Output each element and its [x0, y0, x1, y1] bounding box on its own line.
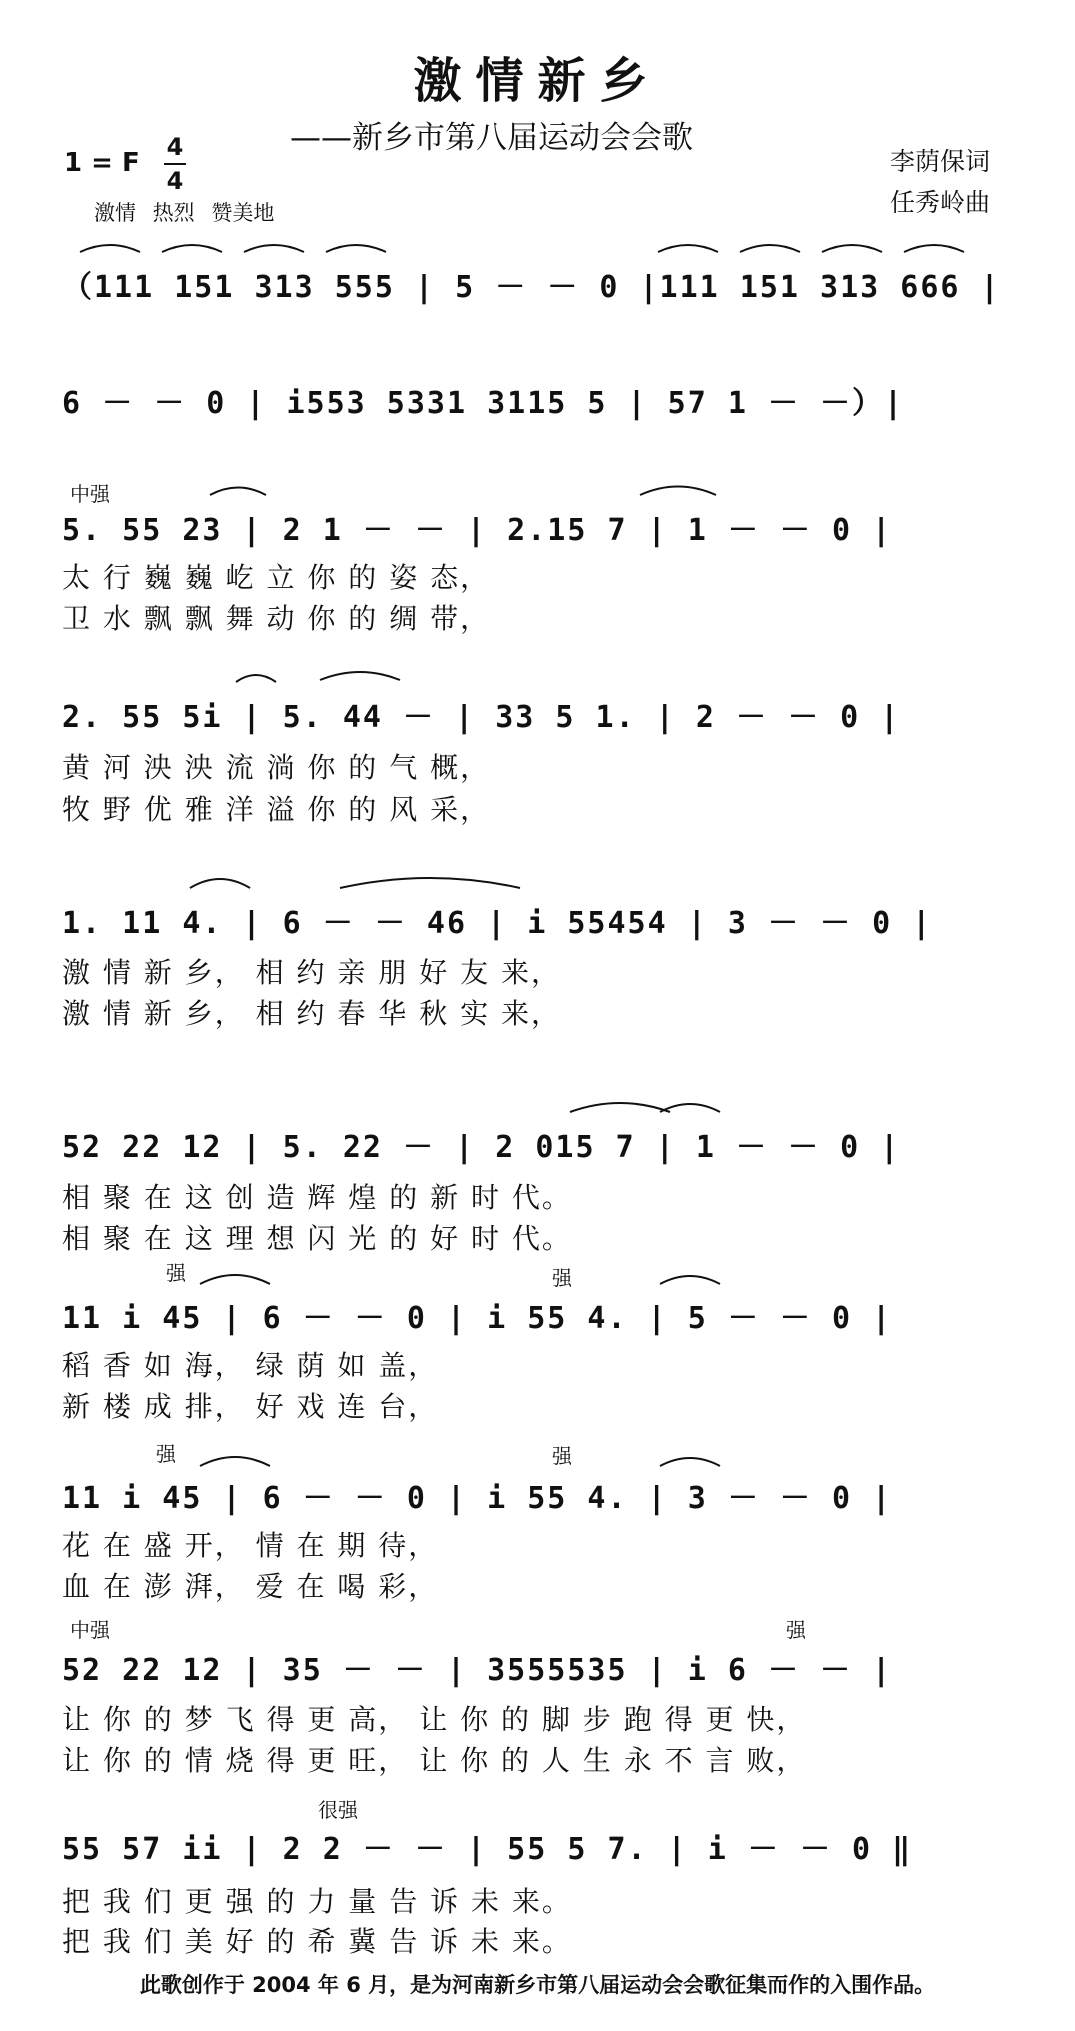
dynamic-marking-9a: 中强 — [70, 1618, 110, 1642]
dynamic-marking-8b: 强 — [552, 1444, 572, 1468]
lyric-line-4-verse-1: 黄 河 泱 泱 流 淌 你 的 气 概， — [62, 751, 491, 784]
lyric-line-9-verse-2: 让 你 的 情 烧 得 更 旺， 让 你 的 人 生 永 不 言 败， — [62, 1744, 807, 1777]
notation-line-2: 6 － － 0 | i553 5331 3115 5 | 57 1 － －）| — [62, 386, 905, 421]
footnote: 此歌创作于 2004 年 6 月，是为河南新乡市第八届运动会会歌征集而作的入围作品。 — [139, 1973, 936, 1997]
lyric-line-8-verse-2: 血 在 澎 湃， 爱 在 喝 彩， — [62, 1570, 439, 1603]
lyric-line-3-verse-1: 太 行 巍 巍 屹 立 你 的 姿 态， — [62, 561, 491, 594]
lyric-line-4-verse-2: 牧 野 优 雅 洋 溢 你 的 风 采， — [62, 793, 491, 826]
lyric-line-7-verse-2: 新 楼 成 排， 好 戏 连 台， — [62, 1390, 439, 1423]
meter-bottom: 4 — [166, 167, 184, 195]
lyric-line-7-verse-1: 稻 香 如 海， 绿 荫 如 盖， — [62, 1349, 439, 1382]
lyric-line-5-verse-2: 激 情 新 乡， 相 约 春 华 秋 实 来， — [62, 997, 562, 1030]
dynamic-marking-7b: 强 — [552, 1266, 572, 1290]
lyric-line-8-verse-1: 花 在 盛 开， 情 在 期 待， — [62, 1529, 439, 1562]
lyric-line-6-verse-1: 相 聚 在 这 创 造 辉 煌 的 新 时 代。 — [62, 1181, 572, 1214]
lyric-line-6-verse-2: 相 聚 在 这 理 想 闪 光 的 好 时 代。 — [62, 1222, 572, 1255]
lyric-line-9-verse-1: 让 你 的 梦 飞 得 更 高， 让 你 的 脚 步 跑 得 更 快， — [62, 1703, 807, 1736]
meter-top: 4 — [166, 133, 184, 161]
dynamic-marking-3: 中强 — [70, 482, 110, 506]
tempo-marking: 激情 热烈 赞美地 — [94, 201, 275, 225]
notation-line-5: 1. 11 4. | 6 － － 46 | i 55454 | 3 － － 0 | — [62, 906, 933, 941]
dynamic-marking-10: 很强 — [318, 1798, 358, 1822]
lyric-line-10-verse-1: 把 我 们 更 强 的 力 量 告 诉 未 来。 — [62, 1885, 572, 1918]
composer-credit: 任秀岭曲 — [889, 188, 990, 217]
lyricist-credit: 李荫保词 — [889, 147, 990, 176]
song-subtitle: ——新乡市第八届运动会会歌 — [290, 120, 693, 156]
lyric-line-3-verse-2: 卫 水 飘 飘 舞 动 你 的 绸 带， — [62, 602, 491, 635]
notation-line-4: 2. 55 5i | 5. 44 － | 33 5 1. | 2 － － 0 | — [62, 700, 901, 735]
notation-line-10: 55 57 ii | 2 2 － － | 55 5 7. | i － － 0 ‖ — [62, 1832, 913, 1867]
notation-line-3: 5. 55 23 | 2 1 － － | 2.15 7 | 1 － － 0 | — [62, 513, 893, 548]
lyric-line-5-verse-1: 激 情 新 乡， 相 约 亲 朋 好 友 来， — [62, 956, 562, 989]
notation-line-1: （111 151 313 555 | 5 － － 0 |111 151 313 666 | — [62, 270, 1001, 305]
song-title: 激情新乡 — [413, 53, 662, 109]
notation-line-8: 11 i 45 | 6 － － 0 | i 55 4. | 3 － － 0 | — [62, 1481, 893, 1516]
key-signature: 1 = F — [64, 148, 140, 178]
dynamic-marking-7a: 强 — [166, 1261, 186, 1285]
notation-line-7: 11 i 45 | 6 － － 0 | i 55 4. | 5 － － 0 | — [62, 1301, 893, 1336]
lyric-line-10-verse-2: 把 我 们 美 好 的 希 冀 告 诉 未 来。 — [62, 1925, 572, 1958]
notation-line-6: 52 22 12 | 5. 22 － | 2 015 7 | 1 － － 0 | — [62, 1130, 901, 1165]
dynamic-marking-9b: 强 — [786, 1618, 806, 1642]
dynamic-marking-8a: 强 — [156, 1442, 176, 1466]
notation-line-9: 52 22 12 | 35 － － | 3555535 | i 6 － － | — [62, 1653, 893, 1688]
